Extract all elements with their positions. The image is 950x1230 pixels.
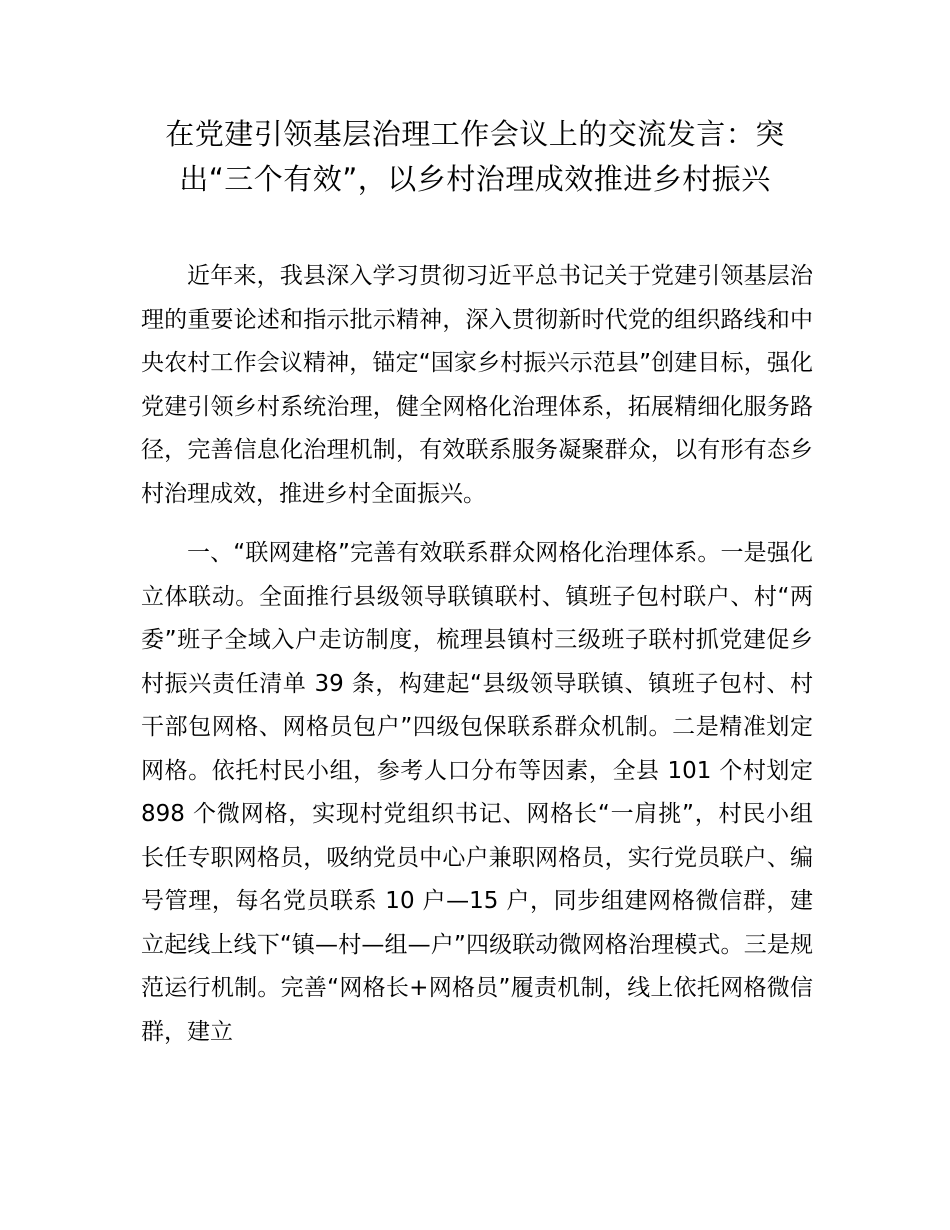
document-title: 在党建引领基层治理工作会议上的交流发言：突出“三个有效”，以乡村治理成效推进乡村振兴 (165, 117, 785, 196)
paragraph-section-one: 一、“联网建格”完善有效联系群众网格化治理体系。一是强化立体联动。全面推行县级领导联镇联村、镇班子包村联户、村“两委”班子全域入户走访制度，梳理县镇村三级班子联村抓党建促乡村振兴责任清单 39 条，构建起“县级领导联镇、镇班子包村、村干部包网格、网格员包户”四级包保联系群众机制。二是精准划定网格。依托村民小组，参考人口分布等因素，全县 101 个村划定 898 个微网格，实现村党组织书记、网格长“一肩挑”，村民小组长任专职网格员，吸纳党员中心户兼职网格员，实行党员联户、编号管理，每名党员联系 10 户—15 户，同步组建网格微信群，建立起线上线下“镇—村—组—户”四级联动微网格治理模式。三是规范运行机制。完善“网格长+网格员”履责机制，线上依托网格微信群，建立 (141, 540, 813, 1045)
document-body (141, 255, 813, 1070)
paragraph-intro: 近年来，我县深入学习贯彻习近平总书记关于党建引领基层治理的重要论述和指示批示精神，深入贯彻新时代党的组织路线和中央农村工作会议精神，锚定“国家乡村振兴示范县”创建目标，强化党建引领乡村系统治理，健全网格化治理体系，拓展精细化服务路径，完善信息化治理机制，有效联系服务凝聚群众，以有形有态乡村治理成效，推进乡村全面振兴。 (141, 263, 813, 507)
